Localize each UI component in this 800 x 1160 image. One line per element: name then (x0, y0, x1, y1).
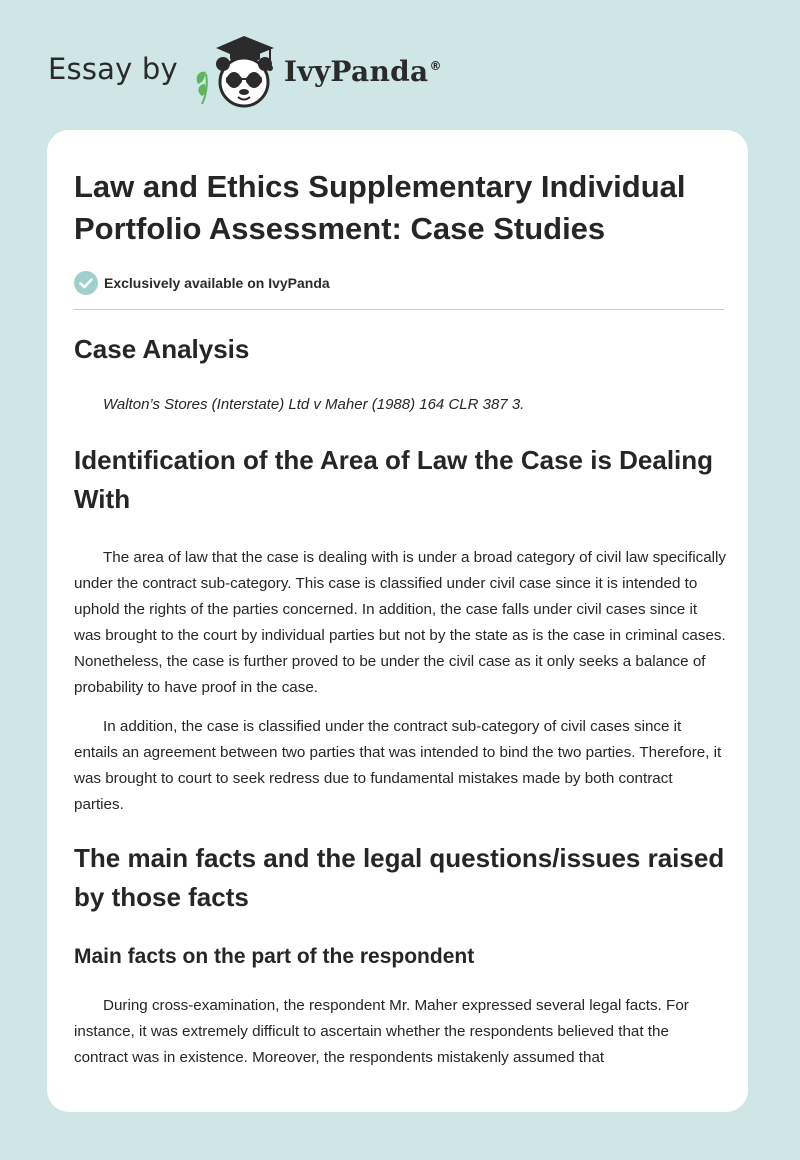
subheading-respondent-facts: Main facts on the part of the respondent (74, 945, 475, 968)
heading-main-facts: The main facts and the legal questions/issues raised by those facts (74, 843, 725, 912)
article-card (47, 130, 748, 1112)
registered-mark: ® (429, 59, 442, 74)
heading-area-of-law: Identification of the Area of Law the Case is Dealing With (74, 445, 714, 514)
paragraph-area-of-law-1: The area of law that the case is dealing with is under a broad category of civil law specifically under the contract sub-category. This case is classified under civil case since it is intended to uphold the rights of the parties concerned. In addition, the case falls under civil cases since it was brought to the court by individual parties but not by the state as is the case in criminal cases. Nonetheless, the case is further proved to be under the civil case as it only seeks a balance of probability to have proof in the case. (74, 549, 727, 696)
paragraph-respondent-facts: During cross-examination, the respondent Mr. Maher expressed several legal facts. For instance, it was extremely difficult to ascertain whether the respondents believed that the contract was in existence. Moreover, the respondents mistakenly assumed that (74, 997, 689, 1066)
exclusive-badge (74, 270, 726, 296)
title-divider (74, 309, 724, 310)
heading-case-analysis: Case Analysis (74, 334, 250, 364)
paragraph-area-of-law-2: In addition, the case is classified under the contract sub-category of civil cases since it entails an agreement between two parties that was intended to bind the two parties. Therefore, it was brought to court to seek redress due to fundamental mistakes made by both contract parties. (74, 718, 722, 813)
case-citation: Walton’s Stores (Interstate) Ltd v Maher (1988) 164 CLR 387 3. (103, 396, 525, 413)
site-brand[interactable] (48, 34, 442, 110)
panda-graduate-icon (192, 34, 282, 110)
brand-prefix: Essay by (48, 52, 178, 86)
article-content (74, 166, 726, 1071)
exclusive-badge-text: Exclusively available on IvyPanda (104, 275, 330, 291)
brand-name: IvyPanda® (283, 54, 442, 88)
article-title: Law and Ethics Supplementary Individual Portfolio Assessment: Case Studies (74, 169, 686, 246)
check-circle-icon (74, 271, 98, 295)
